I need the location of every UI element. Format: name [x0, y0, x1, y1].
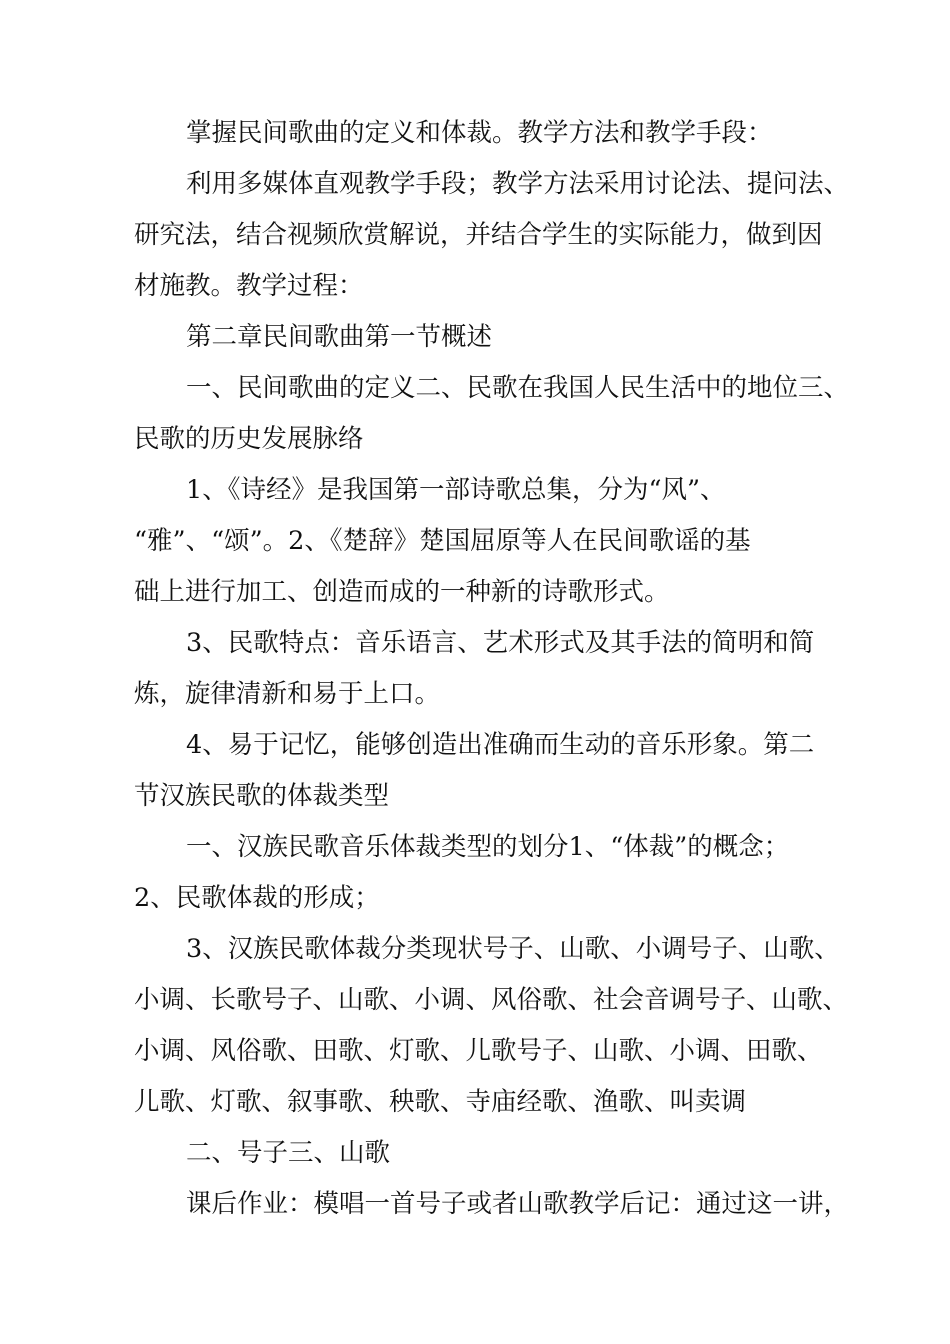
paragraph-line: 一、汉族民歌音乐体裁类型的划分1、“体裁”的概念； [186, 832, 790, 862]
paragraph-line: 4、易于记忆，能够创造出准确而生动的音乐形象。第二 [186, 730, 815, 760]
paragraph-line: 小调、风俗歌、田歌、灯歌、儿歌号子、山歌、小调、田歌、 [134, 1036, 823, 1066]
paragraph-line: 一、民间歌曲的定义二、民歌在我国人民生活中的地位三、 [186, 373, 850, 403]
section-heading: 二、号子三、山歌 [186, 1138, 391, 1168]
paragraph-line: 炼，旋律清新和易于上口。 [134, 679, 441, 709]
paragraph-line: 3、汉族民歌体裁分类现状号子、山歌、小调号子、山歌、 [186, 934, 840, 964]
paragraph-line: 2、民歌体裁的形成； [134, 883, 380, 913]
section-heading: 第二章民间歌曲第一节概述 [186, 322, 493, 352]
paragraph-line: 3、民歌特点：音乐语言、艺术形式及其手法的简明和简 [186, 628, 815, 658]
paragraph-line: 础上进行加工、创造而成的一种新的诗歌形式。 [134, 577, 670, 607]
paragraph-line: 材施教。教学过程： [134, 271, 364, 301]
paragraph-line: 小调、长歌号子、山歌、小调、风俗歌、社会音调号子、山歌、 [134, 985, 849, 1015]
body-text [134, 108, 850, 1230]
paragraph-line: 民歌的历史发展脉络 [134, 424, 364, 454]
paragraph-line: “雅”、“颂”。2、《楚辞》楚国屈原等人在民间歌谣的基 [134, 526, 751, 556]
paragraph-line: 研究法，结合视频欣赏解说，并结合学生的实际能力，做到因 [134, 220, 823, 250]
paragraph-line: 节汉族民歌的体裁类型 [134, 781, 390, 811]
paragraph-line: 课后作业：模唱一首号子或者山歌教学后记：通过这一讲， [186, 1189, 850, 1219]
paragraph-line: 掌握民间歌曲的定义和体裁。教学方法和教学手段： [186, 118, 773, 148]
paragraph-line: 1、《诗经》是我国第一部诗歌总集，分为“风”、 [186, 475, 726, 505]
paragraph-line: 儿歌、灯歌、叙事歌、秧歌、寺庙经歌、渔歌、叫卖调 [134, 1087, 747, 1117]
paragraph-line: 利用多媒体直观教学手段；教学方法采用讨论法、提问法、 [186, 169, 850, 199]
